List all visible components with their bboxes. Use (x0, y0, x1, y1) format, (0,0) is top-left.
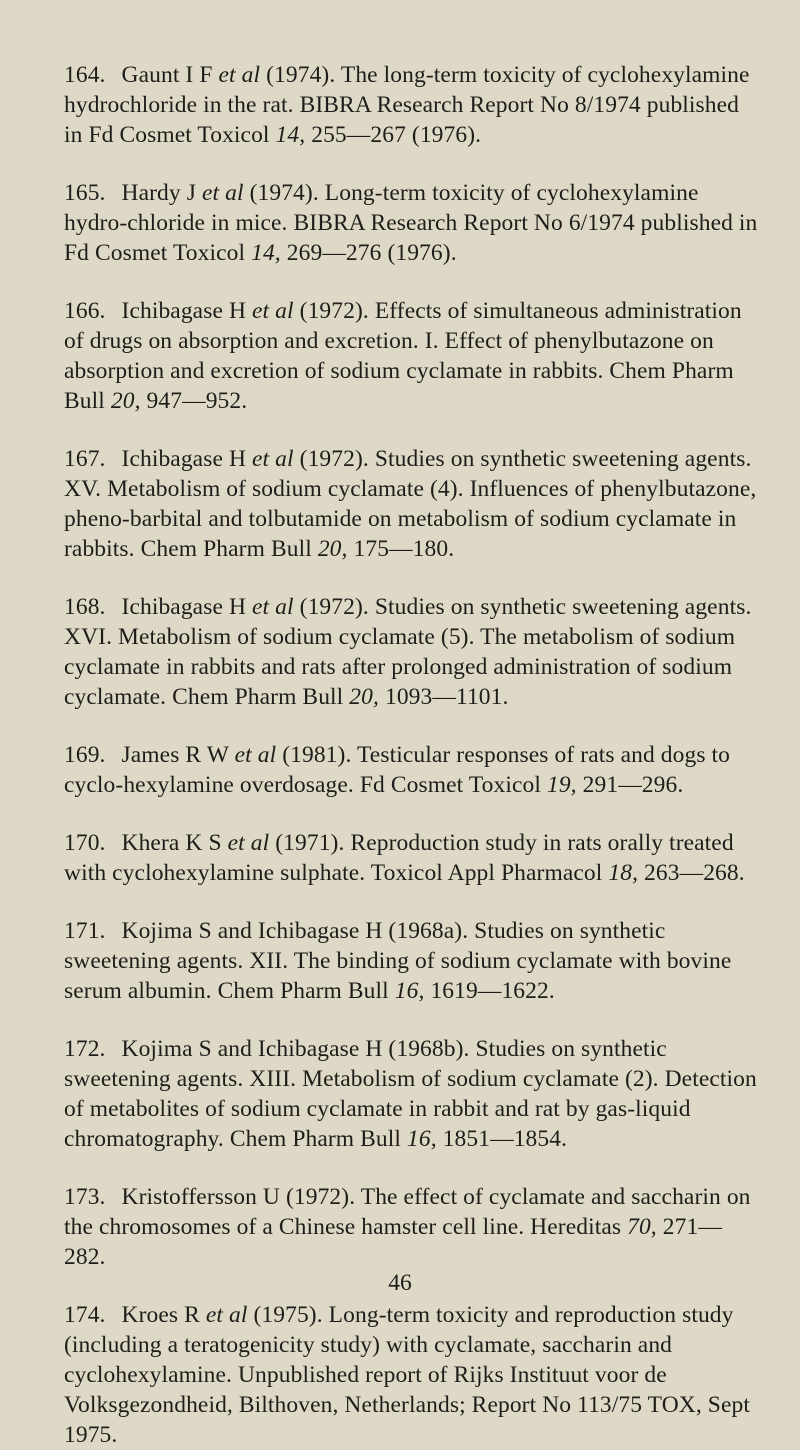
reference-pages: 269—276 (1976). (286, 240, 457, 266)
reference-number: 164. (64, 62, 106, 88)
reference-et-al: et al (205, 1302, 248, 1328)
reference-volume: 14, (275, 122, 306, 148)
reference-list (64, 60, 760, 1450)
reference-text: Kojima S and Ichibagase H (1968b). Studies on synthetic sweetening agents. XIII. Metabolism of sodium cyclamate (2). Detection of metabolites of sodium cyclamate in rabbit and rat by gas-liquid chromatography. Chem Pharm Bull (64, 1036, 757, 1152)
reference-authors: Ichibagase H (121, 446, 247, 472)
reference-item (64, 1300, 760, 1450)
reference-authors: Hardy J (121, 180, 196, 206)
reference-text: (1974). The long-term toxicity of cyclohexylamine hydrochloride in the rat. BIBRA Research Report No 8/1974 published in Fd Cosmet Toxicol (64, 62, 750, 148)
reference-number: 174. (64, 1302, 106, 1328)
reference-volume: 70, (627, 1214, 657, 1240)
reference-text: (1972). Studies on synthetic sweetening agents. XVI. Metabolism of sodium cyclamate (5). The metabolism of sodium cyclamate in rabbits and rats after prolonged administration of sodium cyclamate. Chem Pharm Bull (64, 594, 752, 710)
reference-number: 166. (64, 298, 106, 324)
reference-item (64, 916, 760, 1006)
reference-item (64, 592, 760, 712)
reference-text: (1974). Long-term toxicity of cyclohexylamine hydro-chloride in mice. BIBRA Research Report No 6/1974 published in Fd Cosmet Toxicol (64, 180, 758, 266)
reference-authors: Kroes R (121, 1302, 200, 1328)
reference-et-al: et al (234, 742, 277, 768)
reference-pages: 1851—1854. (442, 1126, 568, 1152)
reference-number: 172. (64, 1036, 106, 1062)
reference-volume: 16, (394, 978, 425, 1004)
reference-text: (1975). Long-term toxicity and reproduction study (including a teratogenicity study) with cyclamate, saccharin and cyclohexylamine. Unpublished report of Rijks Instituut voor de Volksgezondheid, Bilthoven, Netherlands; Report No 113/75 TOX, Sept 1975. (64, 1302, 750, 1448)
reference-authors: Ichibagase H (121, 298, 247, 324)
reference-number: 173. (64, 1184, 106, 1210)
reference-pages: 255—267 (1976). (311, 122, 482, 148)
reference-authors: Gaunt I F (121, 62, 213, 88)
reference-number: 168. (64, 594, 106, 620)
reference-item (64, 1034, 760, 1154)
reference-item (64, 444, 760, 564)
reference-pages: 291—296. (582, 772, 684, 798)
reference-item (64, 60, 760, 150)
reference-text: (1972). Effects of simultaneous administration of drugs on absorption and excretion. I. Effect of phenylbutazone on absorption and excretion of sodium cyclamate in rabbits. Chem Pharm Bull (64, 298, 742, 414)
reference-number: 165. (64, 180, 106, 206)
reference-number: 170. (64, 830, 106, 856)
reference-authors: James R W (121, 742, 229, 768)
reference-text: Kojima S and Ichibagase H (1968a). Studies on synthetic sweetening agents. XII. The binding of sodium cyclamate with bovine serum albumin. Chem Pharm Bull (64, 918, 732, 1004)
reference-et-al: et al (218, 62, 261, 88)
reference-volume: 16, (407, 1126, 437, 1152)
reference-number: 169. (64, 742, 106, 768)
reference-authors: Khera K S (121, 830, 222, 856)
reference-number: 171. (64, 918, 106, 944)
reference-volume: 20, (317, 536, 348, 562)
reference-text: (1971). Reproduction study in rats orally treated with cyclohexylamine sulphate. Toxicol Appl Pharmacol (64, 830, 734, 886)
reference-pages: 263—268. (644, 860, 745, 886)
reference-volume: 14, (251, 240, 281, 266)
reference-et-al: et al (201, 180, 244, 206)
reference-text: (1972). Studies on synthetic sweetening agents. XV. Metabolism of sodium cyclamate (4). Influences of phenylbutazone, pheno-barbital and tolbutamide on metabolism of sodium cyclamate in rabbits. Chem Pharm Bull (64, 446, 757, 562)
reference-pages: 1619—1622. (430, 978, 555, 1004)
reference-authors: Ichibagase H (121, 594, 247, 620)
reference-item (64, 828, 760, 888)
reference-pages: 175—180. (353, 536, 455, 562)
page-number: 46 (388, 1270, 412, 1296)
reference-volume: 19, (546, 772, 577, 798)
reference-pages: 947—952. (146, 388, 248, 414)
reference-et-al: et al (252, 594, 294, 620)
reference-volume: 20, (349, 684, 379, 710)
reference-et-al: et al (252, 446, 294, 472)
reference-et-al: et al (227, 830, 270, 856)
reference-item (64, 1182, 760, 1272)
reference-et-al: et al (252, 298, 294, 324)
reference-item (64, 740, 760, 800)
reference-text: (1981). Testicular responses of rats and dogs to cyclo-hexylamine overdosage. Fd Cosmet Toxicol (64, 742, 731, 798)
reference-text: Kristoffersson U (1972). The effect of cyclamate and saccharin on the chromosomes of a Chinese hamster cell line. Hereditas (64, 1184, 751, 1240)
reference-item (64, 296, 760, 416)
reference-volume: 18, (608, 860, 639, 886)
reference-pages: 1093—1101. (384, 684, 509, 710)
reference-pages: 271—282. (64, 1214, 722, 1270)
reference-item (64, 178, 760, 268)
reference-number: 167. (64, 446, 106, 472)
reference-volume: 20, (110, 388, 141, 414)
